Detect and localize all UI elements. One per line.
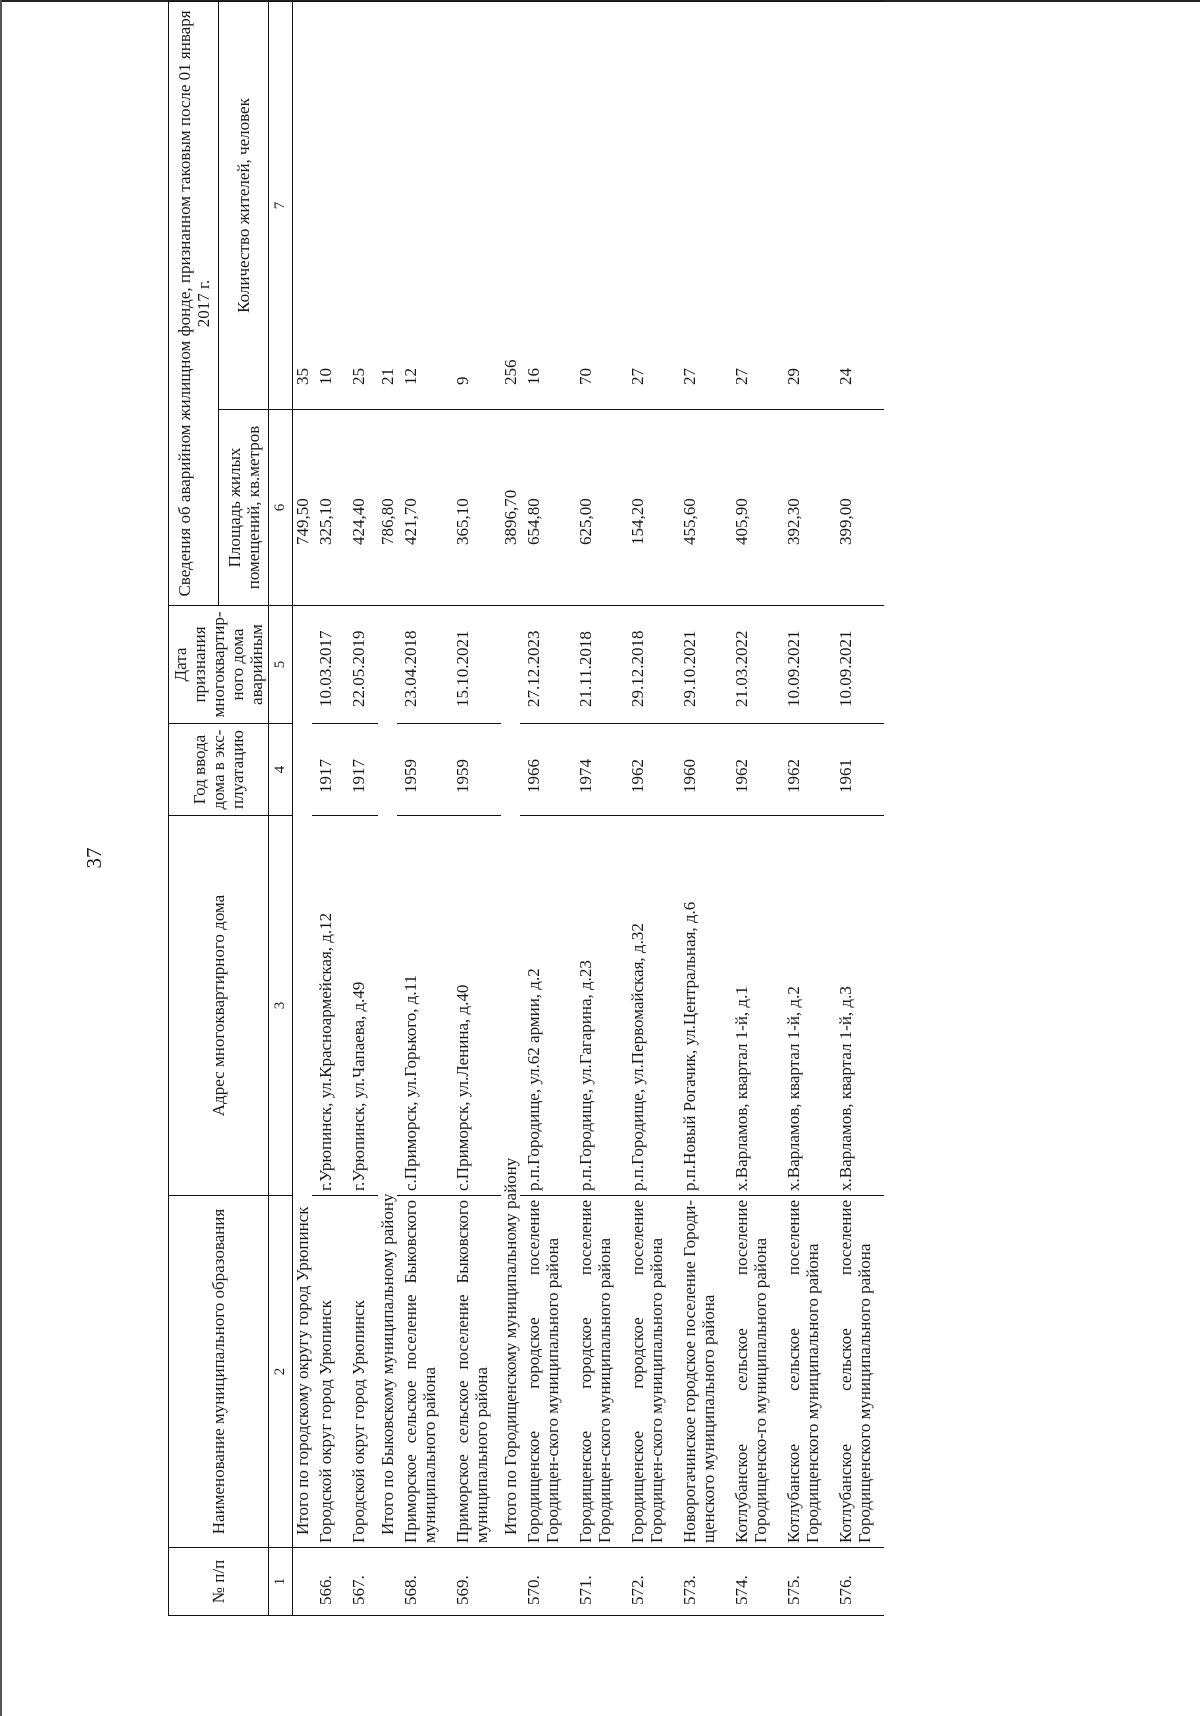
area-cell: 786,80 [378, 410, 397, 606]
emergency-date-cell: 21.11.2018 [572, 606, 624, 724]
header-municipality: Наименование муниципального образования [169, 1196, 269, 1548]
municipality-cell: Приморское сельское поселение Быковского муниципального района [449, 1196, 501, 1548]
area-cell: 654,80 [520, 410, 572, 606]
residents-cell: 25 [345, 2, 378, 410]
table-row [345, 2, 378, 1616]
number-cell: 567. [345, 1548, 378, 1616]
municipality-cell: Котлубанское сельское поселение Городищенско-го муниципального района [728, 1196, 780, 1548]
emergency-date-cell: 29.12.2018 [624, 606, 676, 724]
year-cell: 1961 [832, 724, 884, 816]
table-row [572, 2, 624, 1616]
number-cell: 571. [572, 1548, 624, 1616]
area-cell: 749,50 [293, 410, 313, 606]
table-row [832, 2, 884, 1616]
year-cell: 1962 [624, 724, 676, 816]
number-cell: 568. [397, 1548, 449, 1616]
subtotal-label: Итого по городскому округу город Урюпинск [293, 606, 313, 1548]
column-number: 5 [269, 606, 293, 724]
year-cell: 1962 [728, 724, 780, 816]
number-cell: 566. [312, 1548, 345, 1616]
year-cell: 1917 [345, 724, 378, 816]
number-cell [378, 1548, 397, 1616]
municipality-cell: Городищенское городское поселение Городищен-ского муниципального района [572, 1196, 624, 1548]
number-cell: 570. [520, 1548, 572, 1616]
number-cell: 572. [624, 1548, 676, 1616]
area-cell: 455,60 [676, 410, 728, 606]
table-row [624, 2, 676, 1616]
table-row [397, 2, 449, 1616]
number-cell: 576. [832, 1548, 884, 1616]
subtotal-row [501, 2, 520, 1616]
emergency-date-cell: 29.10.2021 [676, 606, 728, 724]
municipality-cell: Котлубанское сельское поселение Городищенского муниципального района [832, 1196, 884, 1548]
emergency-date-cell: 15.10.2021 [449, 606, 501, 724]
year-cell: 1974 [572, 724, 624, 816]
residents-cell: 24 [832, 2, 884, 410]
page-number: 37 [82, 847, 106, 869]
address-cell: р.п.Городище, ул.Гагарина, д.23 [572, 816, 624, 1196]
subtotal-row [293, 2, 313, 1616]
header-address: Адрес многоквартирного дома [169, 816, 269, 1196]
table-row [449, 2, 501, 1616]
table-row [728, 2, 780, 1616]
emergency-date-cell: 10.03.2017 [312, 606, 345, 724]
emergency-date-cell: 21.03.2022 [728, 606, 780, 724]
area-cell: 405,90 [728, 410, 780, 606]
residents-cell: 70 [572, 2, 624, 410]
emergency-date-cell: 22.05.2019 [345, 606, 378, 724]
column-number: 1 [269, 1548, 293, 1616]
address-cell: г.Урюпинск, ул.Чапаева, д.49 [345, 816, 378, 1196]
municipality-cell: Городищенское городское поселение Городищен-ского муниципального района [624, 1196, 676, 1548]
municipality-cell: Городищенское городское поселение Городищен-ского муниципального района [520, 1196, 572, 1548]
area-cell: 424,40 [345, 410, 378, 606]
table-row [780, 2, 832, 1616]
emergency-date-cell: 27.12.2023 [520, 606, 572, 724]
subtotal-row [378, 2, 397, 1616]
municipality-cell: Котлубанское сельское поселение Городищенского муниципального района [780, 1196, 832, 1548]
area-cell: 365,10 [449, 410, 501, 606]
residents-cell: 16 [520, 2, 572, 410]
area-cell: 625,00 [572, 410, 624, 606]
table-row [676, 2, 728, 1616]
subtotal-label: Итого по Быковскому муниципальному району [378, 606, 397, 1548]
number-cell: 573. [676, 1548, 728, 1616]
area-cell: 154,20 [624, 410, 676, 606]
table-row [312, 2, 345, 1616]
column-number: 7 [269, 2, 293, 410]
residents-cell: 27 [728, 2, 780, 410]
address-cell: х.Варламов, квартал 1-й, д.1 [728, 816, 780, 1196]
municipality-cell: Приморское сельское поселение Быковского муниципального района [397, 1196, 449, 1548]
year-cell: 1966 [520, 724, 572, 816]
emergency-date-cell: 10.09.2021 [780, 606, 832, 724]
address-cell: х.Варламов, квартал 1-й, д.3 [832, 816, 884, 1196]
residents-cell: 9 [449, 2, 501, 410]
table-body [293, 2, 885, 1616]
year-cell: 1962 [780, 724, 832, 816]
residents-cell: 29 [780, 2, 832, 410]
emergency-housing-table [168, 1, 884, 1616]
residents-cell: 21 [378, 2, 397, 410]
address-cell: р.п.Новый Рогачик, ул.Центральная, д.6 [676, 816, 728, 1196]
address-cell: р.п.Городище, ул.62 армии, д.2 [520, 816, 572, 1196]
municipality-cell: Городской округ город Урюпинск [345, 1196, 378, 1548]
number-cell: 574. [728, 1548, 780, 1616]
residents-cell: 12 [397, 2, 449, 410]
header-emergency-date: Дата признания многоквартир-ного дома аварийным [169, 606, 269, 724]
area-cell: 325,10 [312, 410, 345, 606]
number-cell [293, 1548, 313, 1616]
column-number: 2 [269, 1196, 293, 1548]
area-cell: 399,00 [832, 410, 884, 606]
header-area: Площадь жилых помещений, кв.метров [219, 410, 269, 606]
address-cell: с.Приморск, ул.Ленина, д.40 [449, 816, 501, 1196]
number-cell: 569. [449, 1548, 501, 1616]
number-cell [501, 1548, 520, 1616]
year-cell: 1917 [312, 724, 345, 816]
residents-cell: 27 [676, 2, 728, 410]
emergency-date-cell: 23.04.2018 [397, 606, 449, 724]
municipality-cell: Городской округ город Урюпинск [312, 1196, 345, 1548]
area-cell: 392,30 [780, 410, 832, 606]
column-number: 3 [269, 816, 293, 1196]
emergency-date-cell: 10.09.2021 [832, 606, 884, 724]
residents-cell: 256 [501, 2, 520, 410]
year-cell: 1959 [397, 724, 449, 816]
year-cell: 1959 [449, 724, 501, 816]
header-number: № п/п [169, 1548, 269, 1616]
address-cell: с.Приморск, ул.Горького, д.11 [397, 816, 449, 1196]
address-cell: р.п.Городище, ул.Первомайская, д.32 [624, 816, 676, 1196]
header-residents: Количество жителей, человек [219, 2, 269, 410]
header-year: Год ввода дома в экс-плуатацию [169, 724, 269, 816]
column-number: 4 [269, 724, 293, 816]
header-emergency-fund-group: Сведения об аварийном жилищном фонде, признанном таковым после 01 января 2017 г. [169, 2, 219, 606]
address-cell: г.Урюпинск, ул.Красноармейская, д.12 [312, 816, 345, 1196]
municipality-cell: Новорогачинское городское поселение Городи-щенского муниципального района [676, 1196, 728, 1548]
residents-cell: 35 [293, 2, 313, 410]
number-cell: 575. [780, 1548, 832, 1616]
subtotal-label: Итого по Городищенскому муниципальному району [501, 606, 520, 1548]
area-cell: 421,70 [397, 410, 449, 606]
column-number: 6 [269, 410, 293, 606]
area-cell: 3896,70 [501, 410, 520, 606]
residents-cell: 27 [624, 2, 676, 410]
residents-cell: 10 [312, 2, 345, 410]
address-cell: х.Варламов, квартал 1-й, д.2 [780, 816, 832, 1196]
table-row [520, 2, 572, 1616]
year-cell: 1960 [676, 724, 728, 816]
